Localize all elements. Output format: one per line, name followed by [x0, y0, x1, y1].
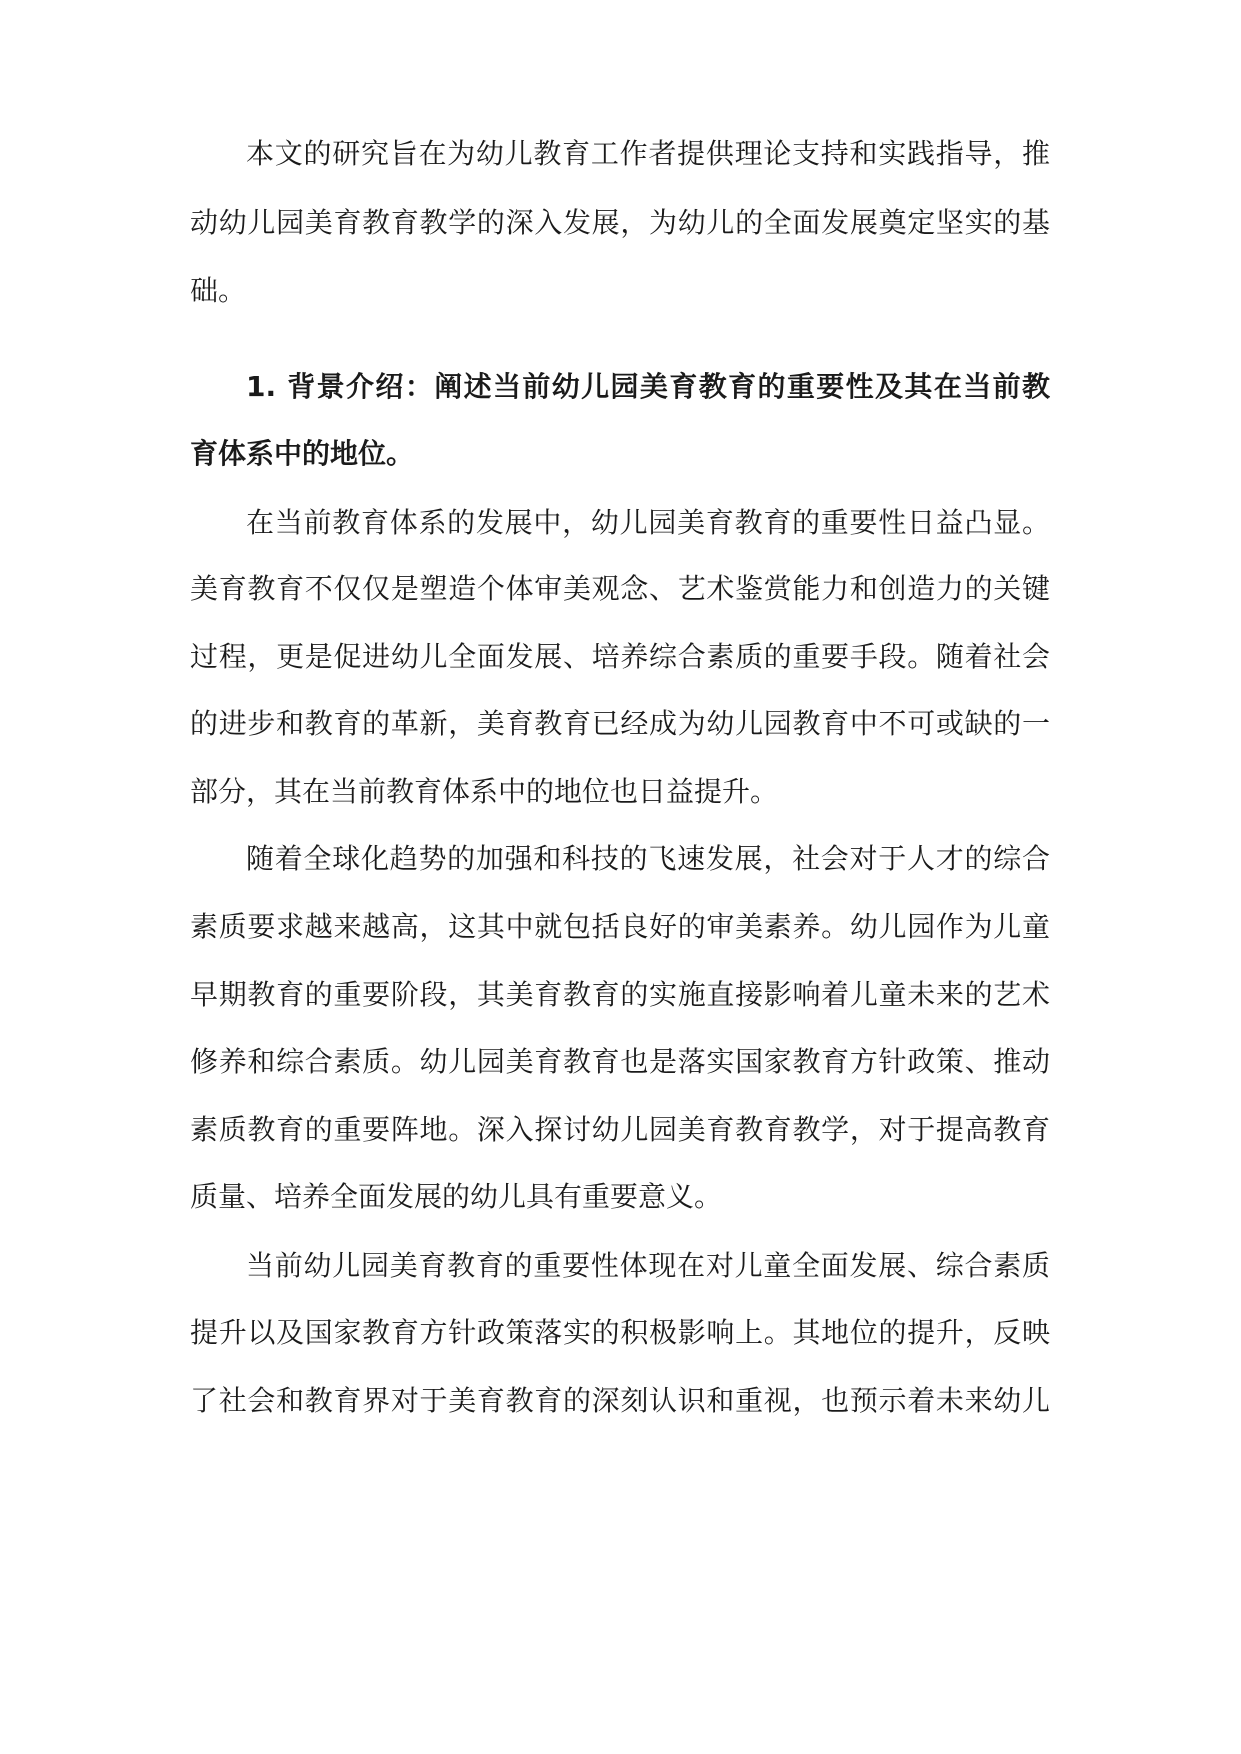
text-line: 在当前教育体系的发展中，幼儿园美育教育的重要性日益凸显。: [246, 506, 1050, 539]
text-line: 部分，其在当前教育体系中的地位也日益提升。: [190, 775, 779, 808]
text-line: 素质教育的重要阵地。深入探讨幼儿园美育教育教学，对于提高教育: [190, 1113, 1050, 1146]
text-line: 了社会和教育界对于美育教育的深刻认识和重视，也预示着未来幼儿: [190, 1384, 1050, 1417]
text-line: 础。: [190, 274, 247, 307]
text-line: 质量、培养全面发展的幼儿具有重要意义。: [190, 1180, 723, 1213]
text-line: 提升以及国家教育方针政策落实的积极影响上。其地位的提升，反映: [190, 1316, 1050, 1349]
text-line: 的进步和教育的革新，美育教育已经成为幼儿园教育中不可或缺的一: [190, 707, 1050, 740]
text-line: 美育教育不仅仅是塑造个体审美观念、艺术鉴赏能力和创造力的关键: [190, 572, 1050, 605]
text-line: 随着全球化趋势的加强和科技的飞速发展，社会对于人才的综合: [246, 842, 1050, 875]
text-line: 当前幼儿园美育教育的重要性体现在对儿童全面发展、综合素质: [246, 1249, 1050, 1282]
text-line: 素质要求越来越高，这其中就包括良好的审美素养。幼儿园作为儿童: [190, 910, 1050, 943]
text-line: 修养和综合素质。幼儿园美育教育也是落实国家教育方针政策、推动: [190, 1045, 1050, 1078]
text-line: 过程，更是促进幼儿全面发展、培养综合素质的重要手段。随着社会: [190, 640, 1050, 673]
text-line: 早期教育的重要阶段，其美育教育的实施直接影响着儿童未来的艺术: [190, 978, 1050, 1011]
text-line: 动幼儿园美育教育教学的深入发展，为幼儿的全面发展奠定坚实的基: [190, 206, 1050, 239]
text-line: 本文的研究旨在为幼儿教育工作者提供理论支持和实践指导，推: [246, 137, 1050, 170]
heading-line: 1. 背景介绍：阐述当前幼儿园美育教育的重要性及其在当前教: [246, 370, 1050, 403]
heading-line: 育体系中的地位。: [190, 437, 415, 470]
